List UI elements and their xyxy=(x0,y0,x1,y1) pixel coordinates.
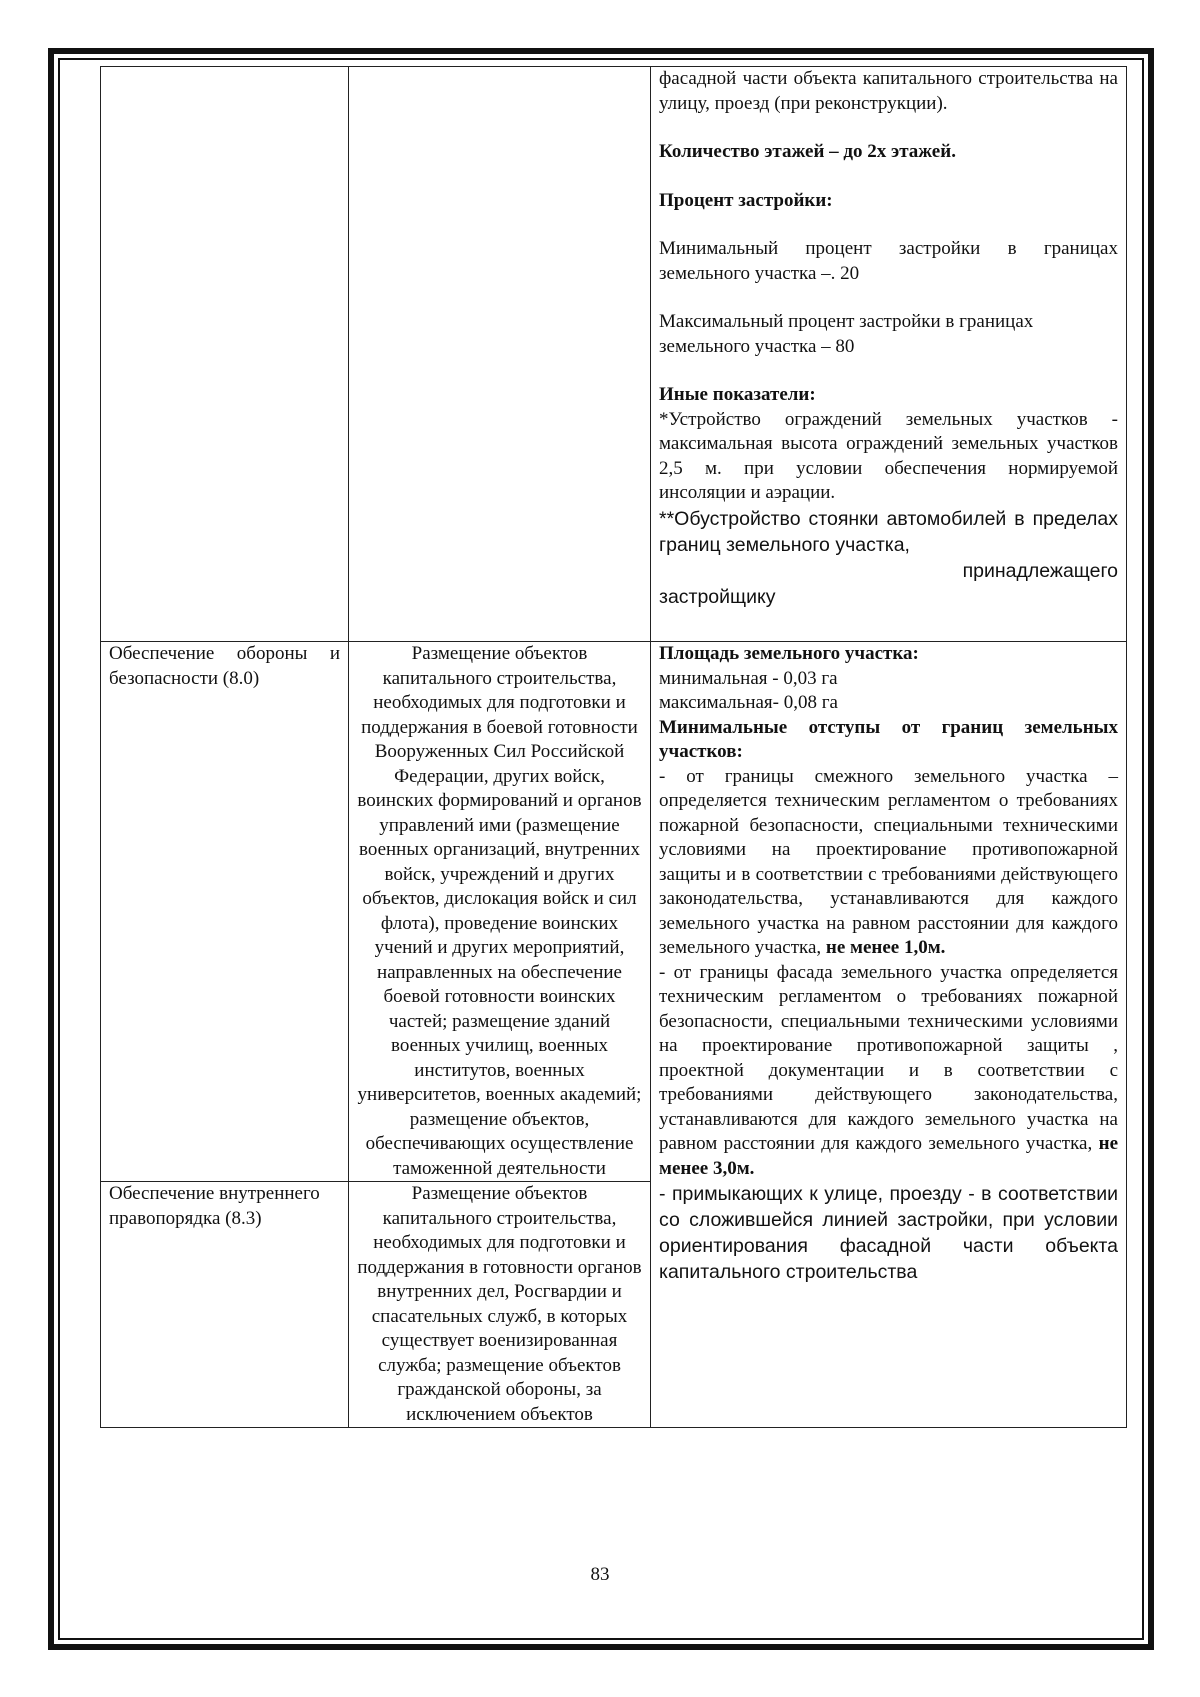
use-description-order: Размещение объектов капитального строительства, необходимых для подготовки и поддержания в готовности органов внутренних дел, Росгвардии и спасательных служб, в которых существует военизированная служба; размещение объектов гражданской обороны, за исключением объектов xyxy=(357,1183,642,1425)
table-row xyxy=(101,642,1127,1182)
setbacks-title: Минимальные отступы от границ земельных участков: xyxy=(659,716,1118,762)
coverage-min: Минимальный процент застройки в границах земельного участка –. 20 xyxy=(659,238,1118,284)
setback-adjacent-text: - от границы смежного земельного участка – определяется техническим регламентом о требованиях пожарной безопасности, специальными техническими условиями на проектирование противопожарной защиты и в соответствии с требованиями действующего законодательства, устанавливаются для каждого земельного участка на равном расстоянии для каждого земельного участка, xyxy=(659,765,1118,958)
zoning-table xyxy=(100,66,1127,1428)
parameters-cell xyxy=(651,67,1127,642)
use-description-cell xyxy=(349,67,651,642)
use-name-defense: Обеспечение обороны и безопасности (8.0) xyxy=(109,643,340,689)
parameters-intro: фасадной части объекта капитального строительства на улицу, проезд (при реконструкции). xyxy=(659,68,1118,114)
other-title: Иные показатели: xyxy=(659,384,816,405)
coverage-max: Максимальный процент застройки в границах земельного участка – 80 xyxy=(659,311,1034,357)
setback-street: - примыкающих к улице, проезду - в соответствии со сложившейся линией застройки, при условии ориентирования фасадной части объекта капитального строительства xyxy=(659,1183,1118,1283)
floors-text: Количество этажей – до 2х этажей. xyxy=(659,141,956,162)
area-max: максимальная- 0,08 га xyxy=(659,692,838,713)
parameters-cell xyxy=(651,642,1127,1428)
setback-facade-min: не менее 3,0м. xyxy=(659,1133,1119,1179)
parking-text: **Обустройство стоянки автомобилей в пределах границ земельного участка, xyxy=(659,507,1118,556)
coverage-title: Процент застройки: xyxy=(659,189,833,211)
use-name-cell xyxy=(101,1182,349,1428)
fence-text: *Устройство ограждений земельных участков - максимальная высота ограждений земельных участков 2,5 м. при условии обеспечения нормируемой инсоляции и аэрации. xyxy=(659,408,1118,503)
use-description-cell xyxy=(349,1182,651,1428)
parking-text-owner: принадлежащего xyxy=(962,559,1118,582)
use-name-cell xyxy=(101,67,349,642)
parking-text-developer: застройщику xyxy=(659,585,776,608)
page-number: 83 xyxy=(590,1564,610,1585)
use-description-cell xyxy=(349,642,651,1182)
area-min: минимальная - 0,03 га xyxy=(659,667,838,689)
use-name-cell xyxy=(101,642,349,1182)
setback-adjacent-min: не менее 1,0м. xyxy=(825,937,946,958)
use-description-defense: Размещение объектов капитального строительства, необходимых для подготовки и поддержания в боевой готовности Вооруженных Сил Российской Федерации, других войск, воинских формирований и органов управлений ими (размещение военных организаций, внутренних войск, учреждений и других объектов, дислокация войск и сил флота), проведение воинских учений и других мероприятий, направленных на обеспечение боевой готовности воинских частей; размещение зданий военных училищ, военных институтов, военных университетов, военных академий; размещение объектов, обеспечивающих осуществление таможенной деятельности xyxy=(357,643,642,1179)
table-row xyxy=(101,67,1127,642)
setback-adjacent xyxy=(659,765,1118,961)
area-title: Площадь земельного участка: xyxy=(659,643,919,664)
setback-facade-text: - от границы фасада земельного участка определяется техническим регламентом о требованиях пожарной безопасности, специальными техническими условиями на проектирование противопожарной защиты , проектной документации и в соответствии с требованиями действующего законодательства, устанавливаются для каждого земельного участка на равном расстоянии для каждого земельного участка, xyxy=(659,961,1118,1154)
use-name-order: Обеспечение внутреннего правопорядка (8.3) xyxy=(109,1183,320,1229)
setback-facade xyxy=(659,961,1118,1182)
